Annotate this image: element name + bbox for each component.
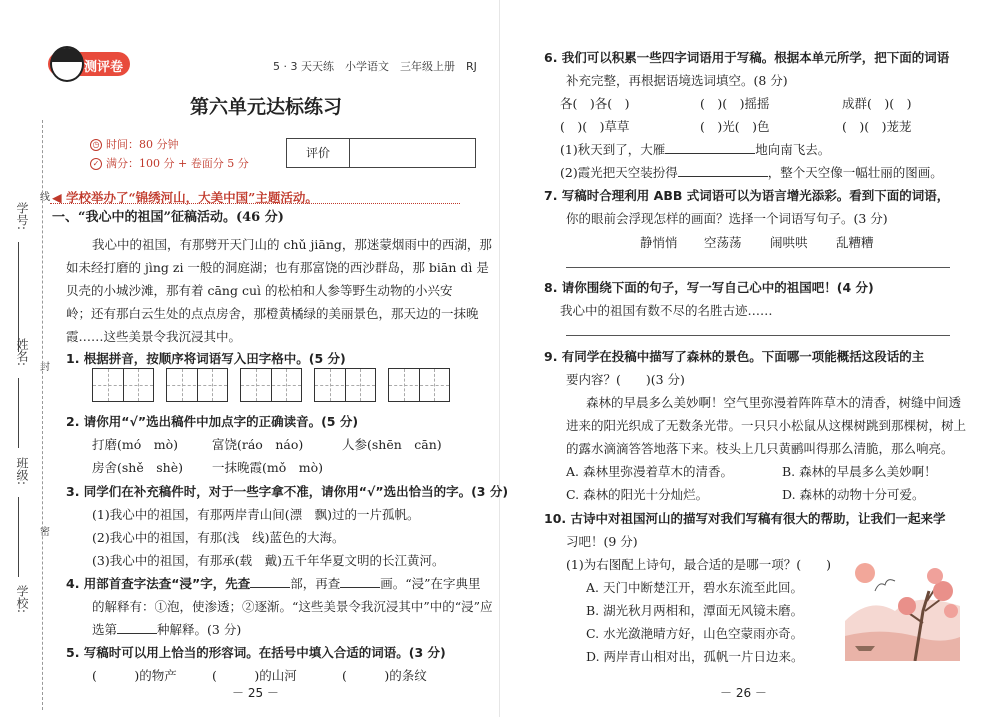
q8-sentence: 我心中的祖国有数不尽的名胜古迹…… <box>560 303 773 318</box>
q9-prompt: 要内容？( )(3 分) <box>566 372 685 387</box>
rating-label: 评价 <box>287 139 350 167</box>
q2-option[interactable]: 房舍(shě shè) <box>92 460 183 475</box>
q6-idiom[interactable]: 各( )各( ) <box>560 96 630 111</box>
seal-word-line: 线 <box>40 192 50 203</box>
name-line <box>18 378 19 448</box>
q4-blank-meaning[interactable] <box>117 633 157 634</box>
tianzige-pair[interactable] <box>240 368 302 402</box>
q7-instruction: 你的眼前会浮现怎样的画面？选择一个词语写句子。(3 分) <box>566 211 888 226</box>
question-9: 9. 有同学在投稿中描写了森林的景色。下面哪一项能概括这段话的主 <box>544 349 925 364</box>
q10-option-a[interactable]: A. 天门中断楚江开，碧水东流至此回。 <box>586 580 803 595</box>
student-id-line <box>18 242 19 352</box>
test-badge: 测评卷 <box>48 52 130 76</box>
q3-option[interactable]: (2)我心中的祖国，有那(浅 线)蓝色的大海。 <box>92 530 345 545</box>
q10-option-b[interactable]: B. 湖光秋月两相和，潭面无风镜未磨。 <box>586 603 804 618</box>
question-1: 1. 根据拼音，按顺序将词语写入田字格中。(5 分) <box>66 351 346 366</box>
q2-option[interactable]: 打磨(mó mò) <box>92 437 179 452</box>
q6-idiom[interactable]: 成群( )( ) <box>842 96 912 111</box>
rating-box[interactable] <box>286 138 476 168</box>
q3-option[interactable]: (1)我心中的祖国，有那两岸青山间(漂 飘)过的一片孤帆。 <box>92 507 420 522</box>
section-1-heading: 一、“我心中的祖国”征稿活动。(46 分) <box>52 210 284 225</box>
lake-scenery-illustration <box>845 551 960 661</box>
school-label: 学校: <box>15 585 29 614</box>
time-info: ◷ 时间：80 分钟 <box>90 136 179 152</box>
question-6: 6. 我们可以积累一些四字词语用于写稿。根据本单元所学，把下面的词语 <box>544 50 950 65</box>
passage-line: 我心中的祖国，有那劈开天门山的 chǔ jiāng，那迷蒙烟雨中的西湖，那 <box>92 237 492 252</box>
q10-option-d[interactable]: D. 两岸青山相对出，孤帆一片日边来。 <box>586 649 804 664</box>
page-number: － 26 － <box>720 686 767 700</box>
q8-answer-line[interactable] <box>566 335 950 336</box>
q4-blank-radical[interactable] <box>250 587 290 588</box>
speaker-icon: ◀ <box>52 190 62 205</box>
q6-blank-1[interactable] <box>665 153 755 154</box>
tianzige-pair[interactable] <box>388 368 450 402</box>
q7-word: 闹哄哄 <box>770 235 808 250</box>
binding-dashed-line <box>42 120 43 710</box>
q10-prompt: 习吧！(9 分) <box>566 534 638 549</box>
q6-idiom[interactable]: ( )( )草草 <box>560 119 630 134</box>
q9-option-a[interactable]: A. 森林里弥漫着草木的清香。 <box>566 464 733 479</box>
tianzige-grid-row[interactable] <box>92 368 472 402</box>
question-3: 3. 同学们在补充稿件时，对于一些字拿不准，请你用“√”选出恰当的字。(3 分) <box>66 484 509 499</box>
class-line <box>18 497 19 577</box>
q9-option-c[interactable]: C. 森林的阳光十分灿烂。 <box>566 487 709 502</box>
q7-word: 空荡荡 <box>704 235 742 250</box>
q9-option-d[interactable]: D. 森林的动物十分可爱。 <box>782 487 925 502</box>
topic-underline <box>50 203 460 205</box>
q7-word: 静悄悄 <box>640 235 678 250</box>
student-id-label: 学号: <box>15 202 29 231</box>
q10-subquestion-1: (1)为右图配上诗句，最合适的是哪一项？( ) <box>566 557 831 572</box>
q2-option[interactable]: 富饶(ráo náo) <box>212 437 304 452</box>
check-icon: ✓ <box>90 158 102 170</box>
question-4: 4. 用部首查字法查“浸”字，先查 部，再查 画。“浸”在字典里 <box>66 576 481 591</box>
tianzige-pair[interactable] <box>166 368 228 402</box>
question-5: 5. 写稿时可以用上恰当的形容词。在括号中填入合适的词语。(3 分) <box>66 645 446 660</box>
series-info: 5 · 3 天天练 小学语文 三年级上册 RJ <box>273 60 477 73</box>
q6-instruction: 补充完整，再根据语境选词填空。(8 分) <box>566 73 788 88</box>
q7-word: 乱糟糟 <box>836 235 874 250</box>
q5-blank[interactable]: ( )的条纹 <box>342 668 427 683</box>
passage-line: 霞……这些美景令我沉浸其中。 <box>66 329 242 344</box>
name-label: 姓名: <box>15 338 29 367</box>
q2-option[interactable]: 人参(shēn cān) <box>342 437 442 452</box>
q4-blank-strokes[interactable] <box>340 587 380 588</box>
seal-word-seal: 封 <box>40 362 50 373</box>
seal-word-secret: 密 <box>40 527 50 538</box>
question-7: 7. 写稿时合理利用 ABB 式词语可以为语言增光添彩。看到下面的词语， <box>544 188 950 203</box>
clock-icon: ◷ <box>90 139 102 151</box>
q2-option[interactable]: 一抹晚霞(mǒ mò) <box>212 460 324 475</box>
passage-line: 如未经打磨的 jìng zi 一般的洞庭湖；也有那富饶的西沙群岛，那 biān dì 是 <box>66 260 489 275</box>
tianzige-pair[interactable] <box>92 368 154 402</box>
page-number: － 25 － <box>232 686 279 700</box>
q9-passage-line: 森林的早晨多么美妙啊！空气里弥漫着阵阵草木的清香，树缝中间透 <box>586 395 962 410</box>
q6-idiom[interactable]: ( )光( )色 <box>700 119 770 134</box>
passage-line: 岭；还有那白云生处的点点房舍，那橙黄橘绿的美丽景色，那天边的一抹晚 <box>66 306 479 321</box>
score-info: ✓ 满分：100 分 + 卷面分 5 分 <box>90 155 249 171</box>
question-8: 8. 请你围绕下面的句子，写一写自己心中的祖国吧！(4 分) <box>544 280 874 295</box>
passage-line: 贝壳的小城沙滩，那有着 cāng cuì 的松柏和人参等野生动物的小兴安 <box>66 283 453 298</box>
binding-strip <box>0 80 50 710</box>
q5-blank[interactable]: ( )的山河 <box>212 668 297 683</box>
cartoon-girl-icon <box>50 46 84 82</box>
q3-option[interactable]: (3)我心中的祖国，有那承(载 戴)五千年华夏文明的长江黄河。 <box>92 553 445 568</box>
q6-sentence-2: (2)霞光把天空装扮得 ，整个天空像一幅壮丽的图画。 <box>560 165 943 180</box>
question-10: 10. 古诗中对祖国河山的描写对我们写稿有很大的帮助，让我们一起来学 <box>544 511 946 526</box>
q6-blank-2[interactable] <box>678 176 768 177</box>
q9-option-b[interactable]: B. 森林的早晨多么美妙啊！ <box>782 464 937 479</box>
class-label: 班级: <box>15 457 29 486</box>
page-title: 第六单元达标练习 <box>190 96 343 118</box>
q10-option-c[interactable]: C. 水光潋滟晴方好，山色空蒙雨亦奇。 <box>586 626 804 641</box>
q9-passage-line: 进来的阳光织成了无数条光带。一只只小松鼠从这棵树跳到那棵树，树上 <box>566 418 967 433</box>
q4-explanation: 的解释有：①泡，使渗透；②逐渐。“这些美景令我沉浸其中”中的“浸”应 <box>92 599 493 614</box>
topic-banner: ◀ 学校举办了“锦绣河山，大美中国”主题活动。 <box>52 190 318 205</box>
tianzige-pair[interactable] <box>314 368 376 402</box>
q6-idiom[interactable]: ( )( )茏茏 <box>842 119 912 134</box>
q4-choice: 选第 种解释。(3 分) <box>92 622 242 637</box>
question-2: 2. 请你用“√”选出稿件中加点字的正确读音。(5 分) <box>66 414 359 429</box>
q6-idiom[interactable]: ( )( )摇摇 <box>700 96 770 111</box>
q9-passage-line: 的露水滴滴答答地落下来。枝头上几只黄鹂叫得那么清脆，那么响亮。 <box>566 441 954 456</box>
q6-sentence-1: (1)秋天到了，大雁 地向南飞去。 <box>560 142 831 157</box>
q7-answer-line[interactable] <box>566 267 950 268</box>
q5-blank[interactable]: ( )的物产 <box>92 668 177 683</box>
